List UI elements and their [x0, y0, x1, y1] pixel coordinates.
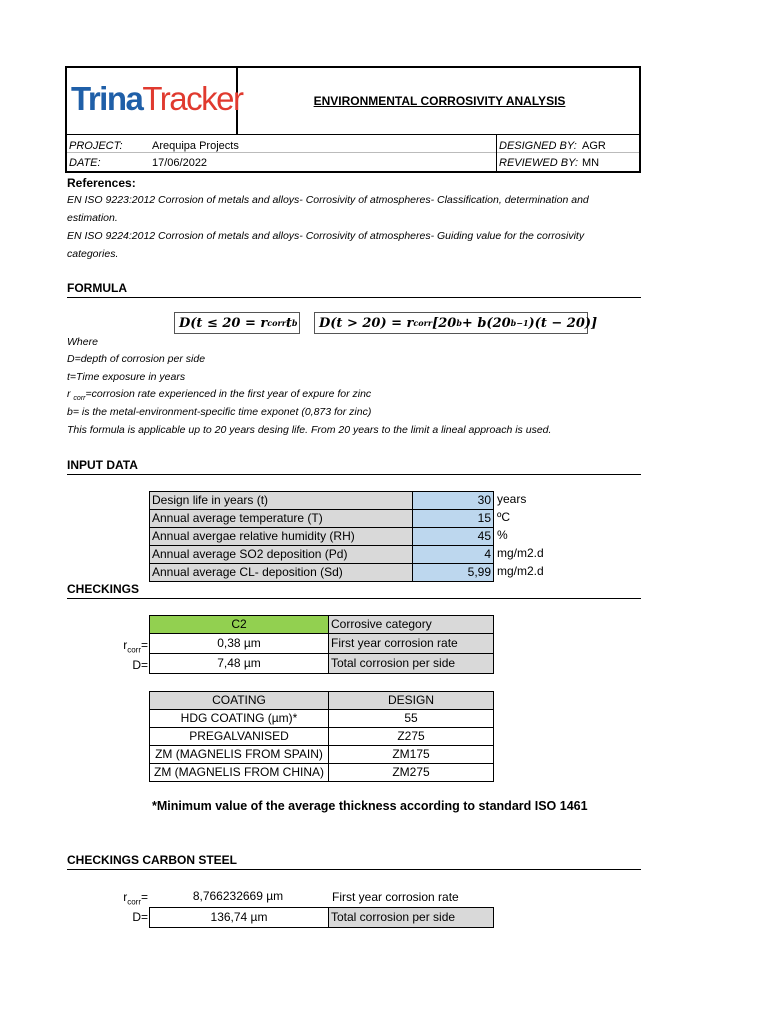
- document-title: ENVIRONMENTAL CORROSIVITY ANALYSIS: [313, 94, 566, 108]
- table-row: [150, 616, 494, 634]
- formula-where: Where: [67, 336, 98, 348]
- table-row: [150, 634, 494, 654]
- coating-header: COATING: [150, 692, 329, 710]
- corrosive-category-label: Corrosive category: [329, 616, 494, 634]
- project-value: Arequipa Projects: [152, 140, 239, 152]
- checkings-heading: CHECKINGS: [67, 582, 641, 599]
- formula-short-term: D(t ≤ 20 = r corr t b: [174, 312, 300, 334]
- table-row: [150, 764, 494, 782]
- checkings-table: [149, 615, 494, 674]
- formula-r-definition: r $_{corr}$=corrosion rate experienced in the first year of expure for zinc: [67, 388, 372, 403]
- table-row: [150, 728, 494, 746]
- reference-line: EN ISO 9223:2012 Corrosion of metals and alloys- Corrosivity of atmospheres- Classification, determination and: [67, 194, 589, 206]
- reference-line: categories.: [67, 248, 119, 260]
- table-row: [150, 654, 494, 674]
- coating-cell: ZM (MAGNELIS FROM SPAIN): [150, 746, 329, 764]
- table-row: [150, 710, 494, 728]
- table-row: [150, 546, 494, 564]
- input-value[interactable]: 4: [413, 546, 494, 564]
- design-cell: 55: [329, 710, 494, 728]
- input-unit: mg/m2.d: [497, 564, 544, 578]
- logo-cell: [67, 68, 243, 134]
- table-row: [150, 746, 494, 764]
- input-unit: years: [497, 492, 527, 506]
- project-label: PROJECT:: [69, 140, 123, 152]
- carbon-steel-heading: CHECKINGS CARBON STEEL: [67, 853, 641, 870]
- table-row: [150, 564, 494, 582]
- design-cell: ZM175: [329, 746, 494, 764]
- input-unit: ºC: [497, 510, 511, 524]
- carbon-steel-table: [149, 907, 494, 928]
- date-value: 17/06/2022: [152, 157, 208, 169]
- designed-by-label: DESIGNED BY:: [499, 140, 577, 152]
- header-row-divider: [67, 152, 639, 153]
- header-box: [65, 66, 641, 173]
- corrosive-category-value: C2: [150, 616, 329, 634]
- input-value[interactable]: 45: [413, 528, 494, 546]
- coating-cell: ZM (MAGNELIS FROM CHINA): [150, 764, 329, 782]
- formula-b-definition: b= is the metal-environment-specific time exponet (0,873 for zinc): [67, 406, 372, 418]
- table-row: [150, 510, 494, 528]
- references-heading: References:: [67, 176, 136, 190]
- d-value: 7,48 µm: [150, 654, 329, 674]
- reference-line: estimation.: [67, 212, 118, 224]
- reference-line: EN ISO 9224:2012 Corrosion of metals and alloys- Corrosivity of atmospheres- Guiding value for the corrosivity: [67, 230, 585, 242]
- carbon-d-value: 136,74 µm: [150, 908, 329, 928]
- input-value[interactable]: 30: [413, 492, 494, 510]
- formula-t-definition: t=Time exposure in years: [67, 371, 186, 383]
- design-cell: Z275: [329, 728, 494, 746]
- coating-cell: HDG COATING (µm)*: [150, 710, 329, 728]
- input-value[interactable]: 5,99: [413, 564, 494, 582]
- design-header: DESIGN: [329, 692, 494, 710]
- company-logo: TrinaTracker: [71, 80, 243, 117]
- input-data-table: [149, 491, 494, 582]
- date-label: DATE:: [69, 157, 101, 169]
- formula-d-definition: D=depth of corrosion per side: [67, 353, 206, 365]
- input-data-heading: INPUT DATA: [67, 458, 641, 475]
- d-symbol: D=: [132, 658, 148, 672]
- coating-cell: PREGALVANISED: [150, 728, 329, 746]
- header-divider: [67, 134, 639, 135]
- formula-heading: FORMULA: [67, 281, 641, 298]
- table-row: [150, 692, 494, 710]
- input-unit: mg/m2.d: [497, 546, 544, 560]
- carbon-rcorr-symbol: $r_{corr}=$: [123, 890, 148, 907]
- carbon-rcorr-label: First year corrosion rate: [332, 890, 459, 904]
- rcorr-label: First year corrosion rate: [329, 634, 494, 654]
- d-label: Total corrosion per side: [329, 654, 494, 674]
- table-row: [150, 528, 494, 546]
- input-value[interactable]: 15: [413, 510, 494, 528]
- rcorr-symbol: $r_{corr}=$: [123, 638, 148, 655]
- reviewed-by-label: REVIEWED BY:: [499, 157, 579, 169]
- input-unit: %: [497, 528, 508, 542]
- carbon-d-label: Total corrosion per side: [329, 908, 494, 928]
- designed-by-value: AGR: [582, 140, 606, 152]
- formula-long-term: D(t > 20) = r corr [20 b + b(20 b−1 )(t − 20)]: [314, 312, 588, 334]
- header-vertical-divider: [496, 134, 497, 171]
- input-label: Annual average SO2 deposition (Pd): [150, 546, 413, 564]
- input-label: Design life in years (t): [150, 492, 413, 510]
- input-label: Annual average CL- deposition (Sd): [150, 564, 413, 582]
- rcorr-value: 0,38 µm: [150, 634, 329, 654]
- design-cell: ZM275: [329, 764, 494, 782]
- table-row: [150, 492, 494, 510]
- carbon-d-symbol: D=: [132, 910, 148, 924]
- input-label: Annual average temperature (T): [150, 510, 413, 528]
- input-label: Annual avergae relative humidity (RH): [150, 528, 413, 546]
- coating-table: [149, 691, 494, 782]
- reviewed-by-value: MN: [582, 157, 600, 169]
- coating-footnote: *Minimum value of the average thickness according to standard ISO 1461: [152, 799, 588, 813]
- table-row: [150, 908, 494, 928]
- formula-note: This formula is applicable up to 20 years desing life. From 20 years to the limit a lineal approach is used.: [67, 424, 552, 436]
- carbon-rcorr-value: 8,766232669 µm: [192, 889, 284, 903]
